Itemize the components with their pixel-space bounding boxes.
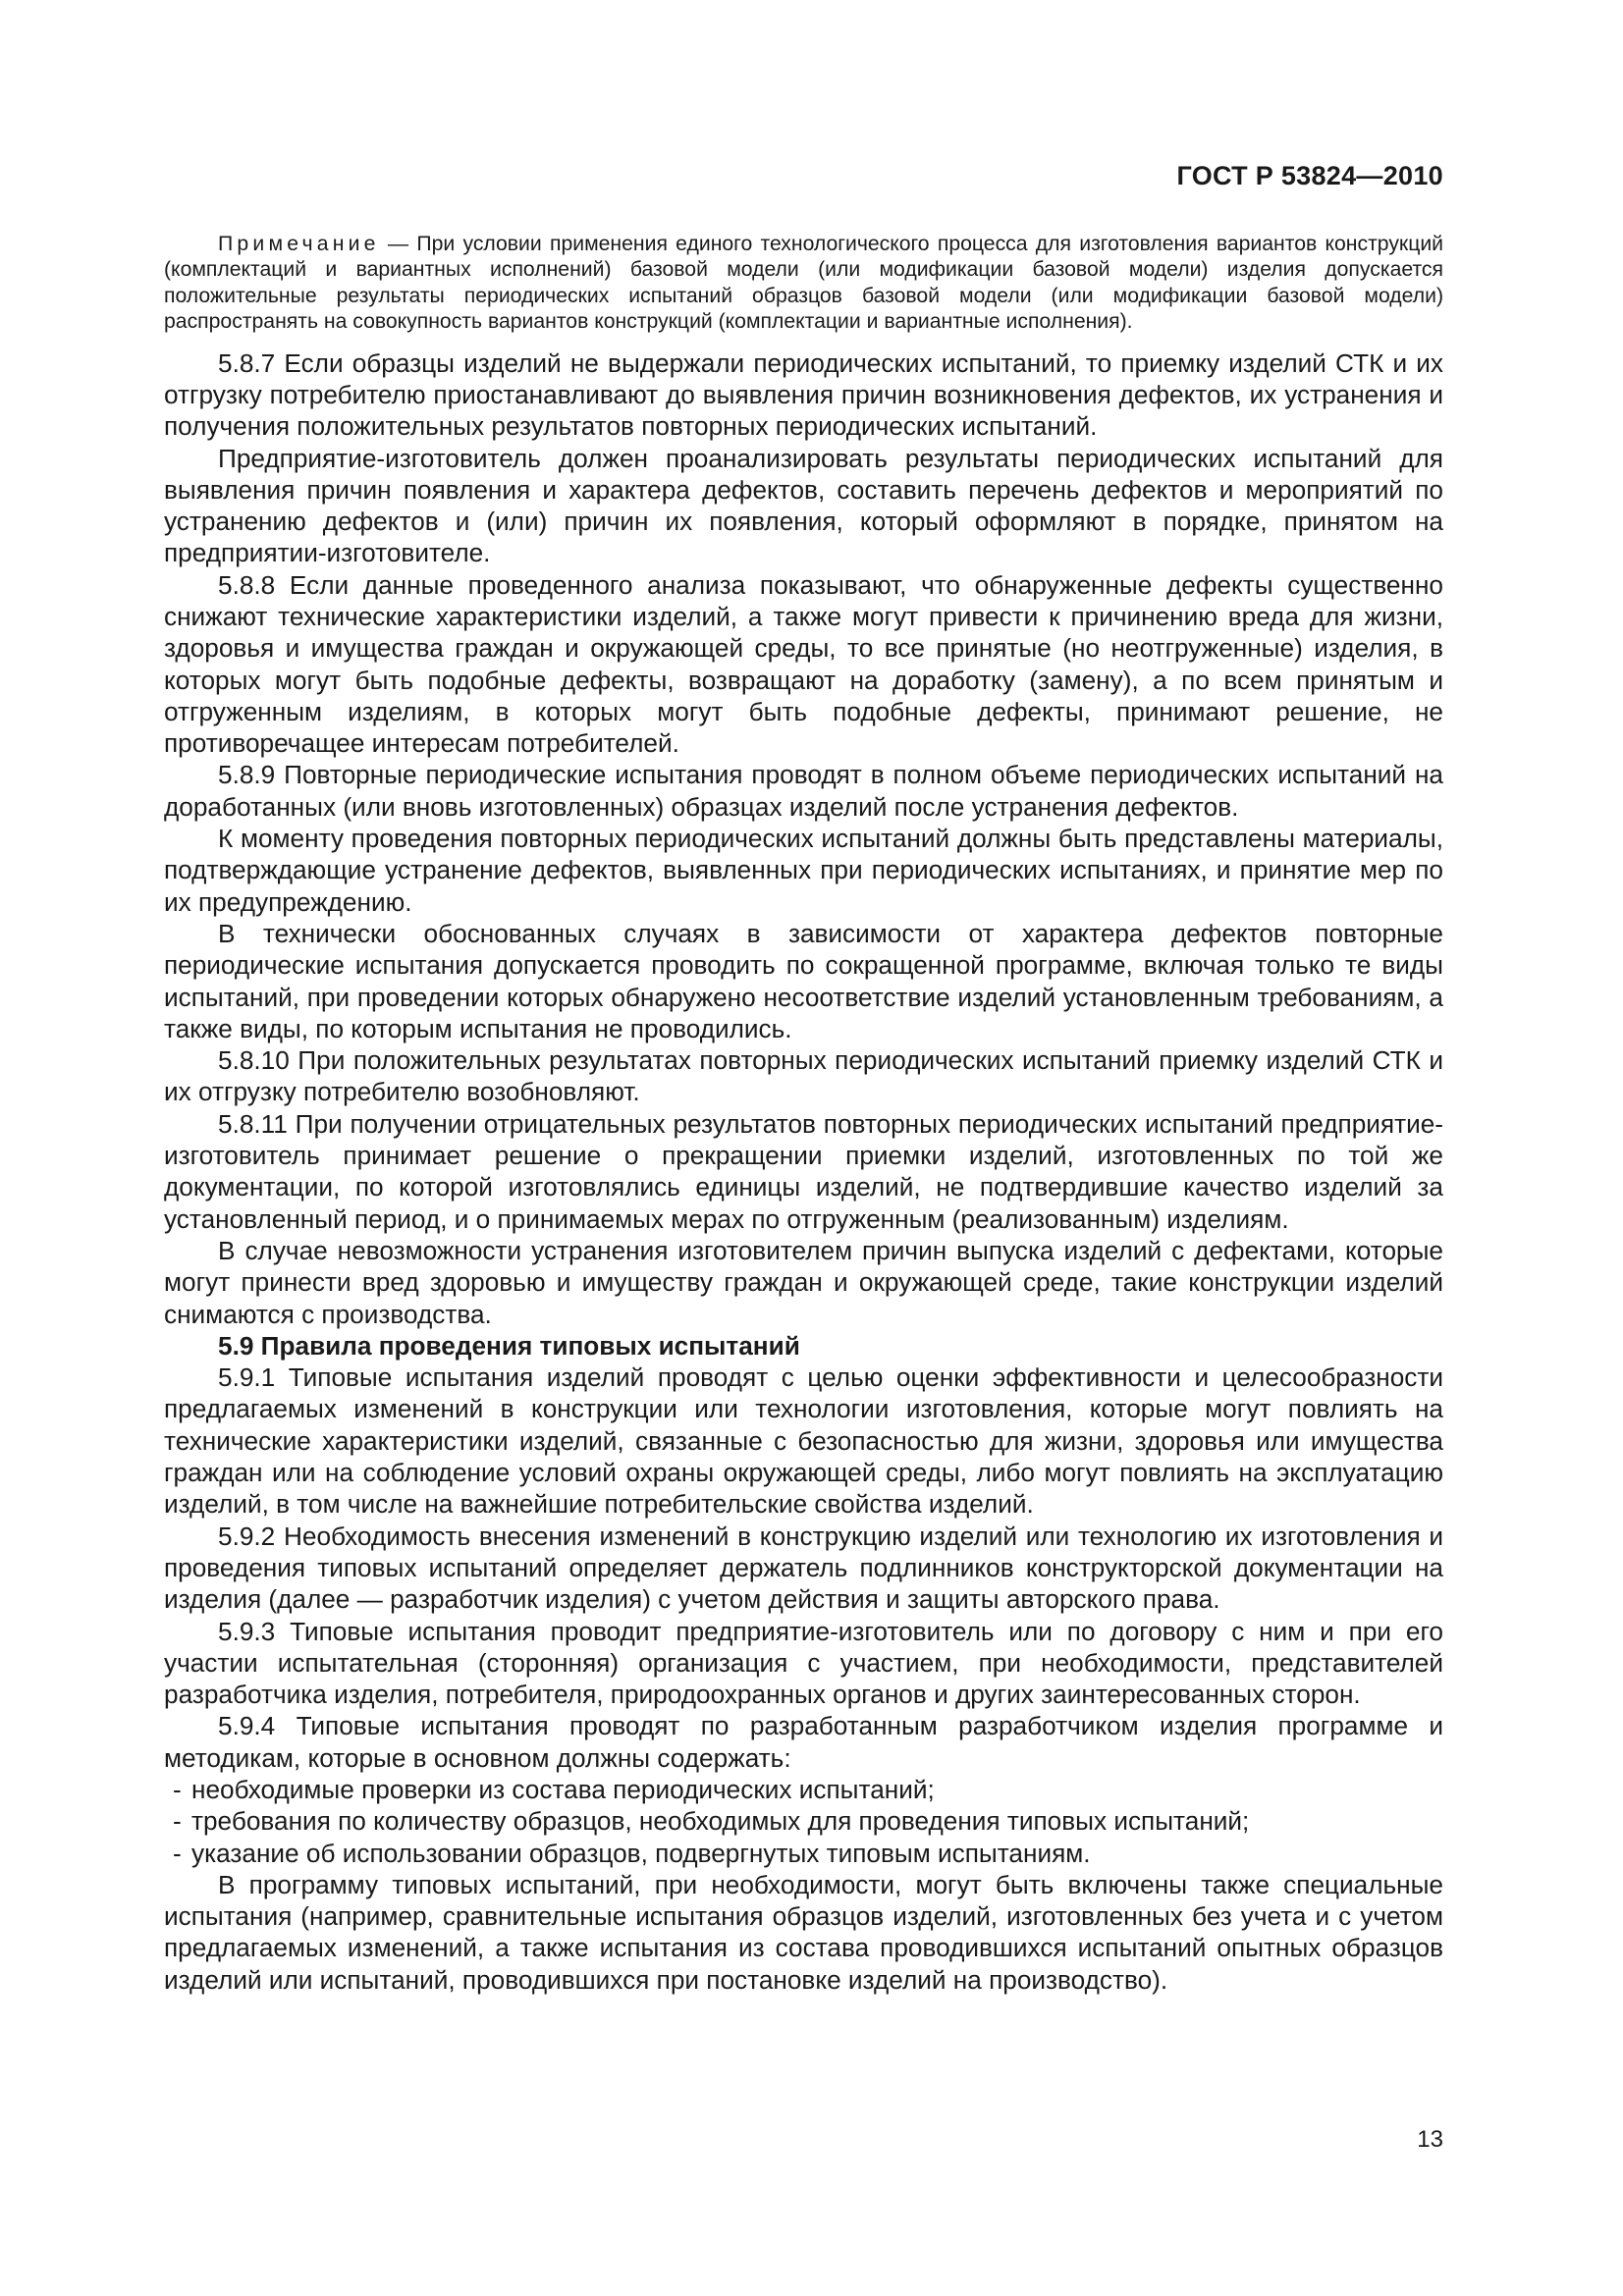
section-heading-5-9: 5.9 Правила проведения типовых испытаний [218,1330,800,1361]
document-id-header: ГОСТ Р 53824—2010 [1176,161,1443,190]
list-item: - указание об использовании образцов, подвергнутых типовым испытаниям. [173,1838,1091,1868]
paragraph-program-special-tests: В программу типовых испытаний, при необходимости, могут быть включены также специальные испытания (например, сравнительные испытания образцов изделий, изготовленных без учета и с учетом предлагаемых изменений, а также испытания из состава проводившихся испытаний опытных образцов изделий или испытаний, проводившихся при постановке изделий на производство). [164,1869,1443,1995]
paragraph-5-9-1: 5.9.1 Типовые испытания изделий проводят с целью оценки эффективности и целесообразности предлагаемых изменений в конструкции или технологии изготовления, которые могут повлиять на технические характеристики изделий, связанные с безопасностью для жизни, здоровья или имущества граждан или на соблюдение условий охраны окружающей среды, либо могут повлиять на эксплуатацию изделий, в том числе на важнейшие потребительские свойства изделий. [164,1362,1443,1520]
paragraph-5-9-4: 5.9.4 Типовые испытания проводят по разработанным разработчиком изделия программе и методикам, которые в основном должны содержать: [164,1711,1443,1773]
page-number: 13 [1417,2126,1443,2153]
note-label: Примечание [218,233,380,255]
paragraph-reduced-program: В технически обоснованных случаях в зависимости от характера дефектов повторные периодические испытания допускается проводить по сокращенной программе, включая только те виды испытаний, при проведении которых обнаружено несоответствие изделий установленным требованиям, а также виды, по которым испытания не проводились. [164,918,1443,1043]
paragraph-removal: В случае невозможности устранения изготовителем причин выпуска изделий с дефектами, которые могут принести вред здоровью и имуществу граждан и окружающей среде, такие конструкции изделий снимаются с производства. [164,1235,1443,1329]
list-marker: - [173,1838,182,1868]
paragraph-5-8-8: 5.8.8 Если данные проведенного анализа показывают, что обнаруженные дефекты существенно снижают технические характеристики изделий, а также могут привести к причинению вреда для жизни, здоровья и имущества граждан и окружающей среды, то все принятые (но неотгруженные) изделия, в которых могут быть подобные дефекты, возвращают на доработку (замену), а по всем принятым и отгруженным изделиям, в которых могут быть подобные дефекты, принимают решение, не противоречащее интересам потребителей. [164,569,1443,759]
paragraph-5-8-10: 5.8.10 При положительных результатах повторных периодических испытаний приемку изделий СТК и их отгрузку потребителю возобновляют. [164,1045,1443,1107]
paragraph-5-8-11: 5.8.11 При получении отрицательных результатов повторных периодических испытаний предприятие-изготовитель принимает решение о прекращении приемки изделий, изготовленных по той же документации, по которой изготовлялись единицы изделий, не подтвердившие качество изделий за установленный период, и о принимаемых мерах по отгруженным (реализованным) изделиям. [164,1108,1443,1234]
paragraph-5-9-2: 5.9.2 Необходимость внесения изменений в конструкцию изделий или технологию их изготовления и проведения типовых испытаний определяет держатель подлинников конструкторской документации на изделия (далее — разработчик изделия) с учетом действия и защиты авторского права. [164,1521,1443,1615]
list-item: - требования по количеству образцов, необходимых для проведения типовых испытаний; [173,1806,1250,1837]
list-marker: - [173,1806,182,1837]
list-item: - необходимые проверки из состава периодических испытаний; [173,1774,935,1804]
note-block [164,232,1443,336]
paragraph-analysis: Предприятие-изготовитель должен проанализировать результаты периодических испытаний для выявления причин появления и характера дефектов, составить перечень дефектов и мероприятий по устранению дефектов и (или) причин их появления, который оформляют в порядке, принятом на предприятии-изготовителе. [164,443,1443,568]
document-body [164,232,1443,1996]
list-marker: - [173,1774,182,1804]
paragraph-5-8-9: 5.8.9 Повторные периодические испытания проводят в полном объеме периодических испытаний на доработанных (или вновь изготовленных) образцах изделий после устранения дефектов. [164,760,1443,822]
note-text: — При условии применения единого технологического процесса для изготовления вариантов конструкций (комплектаций и вариантных исполнений) базовой модели (или модификации базовой модели) изделия допускается положительные результаты периодических испытаний образцов базовой модели (или модификации базовой модели) распространять на совокупность вариантов конструкций (комплектации и вариантные исполнения). [164,233,1443,334]
paragraph-5-9-3: 5.9.3 Типовые испытания проводит предприятие-изготовитель или по договору с ним и при его участии испытательная (сторонняя) организация с участием, при необходимости, представителей разработчика изделия, потребителя, природоохранных органов и других заинтересованных сторон. [164,1616,1443,1710]
paragraph-5-8-7: 5.8.7 Если образцы изделий не выдержали периодических испытаний, то приемку изделий СТК и их отгрузку потребителю приостанавливают до выявления причин возникновения дефектов, их устранения и получения положительных результатов повторных периодических испытаний. [164,347,1443,442]
paragraph-materials: К моменту проведения повторных периодических испытаний должны быть представлены материалы, подтверждающие устранение дефектов, выявленных при периодических испытаниях, и принятие мер по их предупреждению. [164,824,1443,917]
